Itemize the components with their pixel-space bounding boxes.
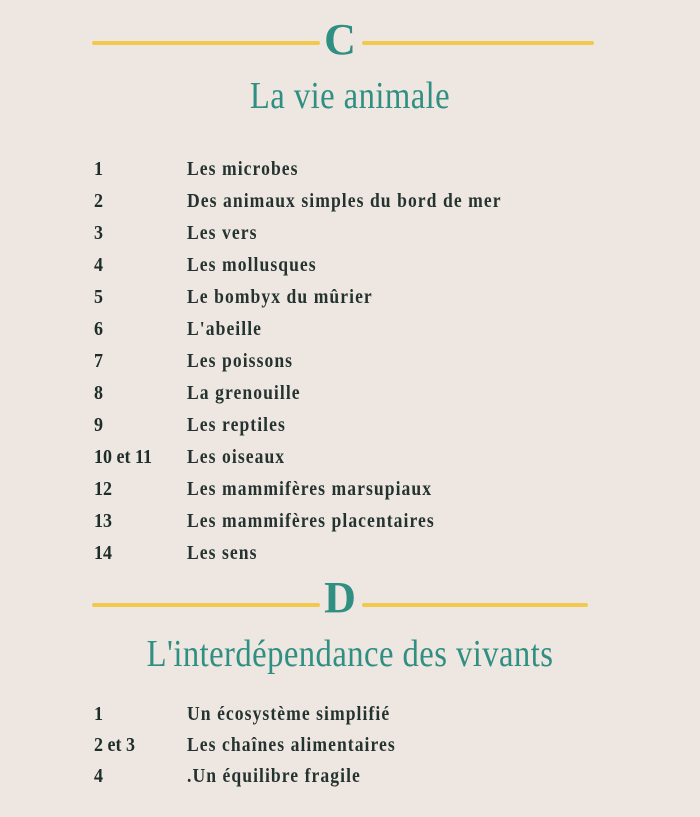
list-item: [0, 285, 700, 317]
item-number: 12: [94, 478, 112, 500]
item-label: Les vers: [187, 222, 258, 244]
list-item: [0, 541, 700, 573]
item-label: Le bombyx du mûrier: [187, 286, 373, 308]
item-number: 6: [94, 318, 103, 340]
list-item: [0, 253, 700, 285]
item-number: 14: [94, 542, 112, 564]
item-label: Les chaînes alimentaires: [187, 734, 396, 756]
section-d-letter: D: [324, 573, 356, 622]
section-c-title: La vie animale: [249, 75, 451, 117]
list-item: [0, 702, 700, 734]
item-number: 2 et 3: [94, 734, 135, 756]
list-item: [0, 157, 700, 189]
item-number: 10 et 11: [94, 446, 152, 468]
item-label: Les mammifères marsupiaux: [187, 478, 433, 500]
item-label: Les mammifères placentaires: [187, 510, 435, 532]
item-number: 9: [94, 414, 103, 436]
section-c-header: [0, 15, 700, 64]
list-item: [0, 189, 700, 221]
list-item: [0, 349, 700, 381]
item-label: Des animaux simples du bord de mer: [187, 190, 502, 212]
list-item: [0, 764, 700, 796]
item-label: Les oiseaux: [187, 446, 286, 468]
item-label: L'abeille: [187, 318, 263, 340]
section-d-rule-right: [362, 603, 588, 607]
list-item: [0, 509, 700, 541]
list-item: [0, 381, 700, 413]
item-number: 4: [94, 765, 103, 787]
section-c-rule-left: [92, 41, 320, 45]
item-label: Les reptiles: [187, 414, 286, 436]
item-number: 2: [94, 190, 103, 212]
item-number: 5: [94, 286, 103, 308]
item-number: 1: [94, 703, 103, 725]
item-number: 3: [94, 222, 103, 244]
list-item: [0, 317, 700, 349]
item-label: Les microbes: [187, 158, 299, 180]
item-label: Les sens: [187, 542, 258, 564]
item-number: 4: [94, 254, 103, 276]
section-d-title: L'interdépendance des vivants: [146, 633, 554, 675]
list-item: [0, 477, 700, 509]
item-label: La grenouille: [187, 382, 301, 404]
section-d-header: [0, 573, 700, 622]
item-number: 8: [94, 382, 103, 404]
item-label: Les poissons: [187, 350, 294, 372]
item-number: 1: [94, 158, 103, 180]
list-item: [0, 733, 700, 765]
item-label: Un écosystème simplifié: [187, 703, 391, 725]
section-c-letter: C: [324, 15, 356, 64]
list-item: [0, 413, 700, 445]
list-item: [0, 221, 700, 253]
item-number: 7: [94, 350, 103, 372]
list-item: [0, 445, 700, 477]
section-d-rule-left: [92, 603, 320, 607]
item-number: 13: [94, 510, 112, 532]
item-label: .Un équilibre fragile: [187, 765, 361, 787]
section-c-rule-right: [362, 41, 594, 45]
item-label: Les mollusques: [187, 254, 317, 276]
